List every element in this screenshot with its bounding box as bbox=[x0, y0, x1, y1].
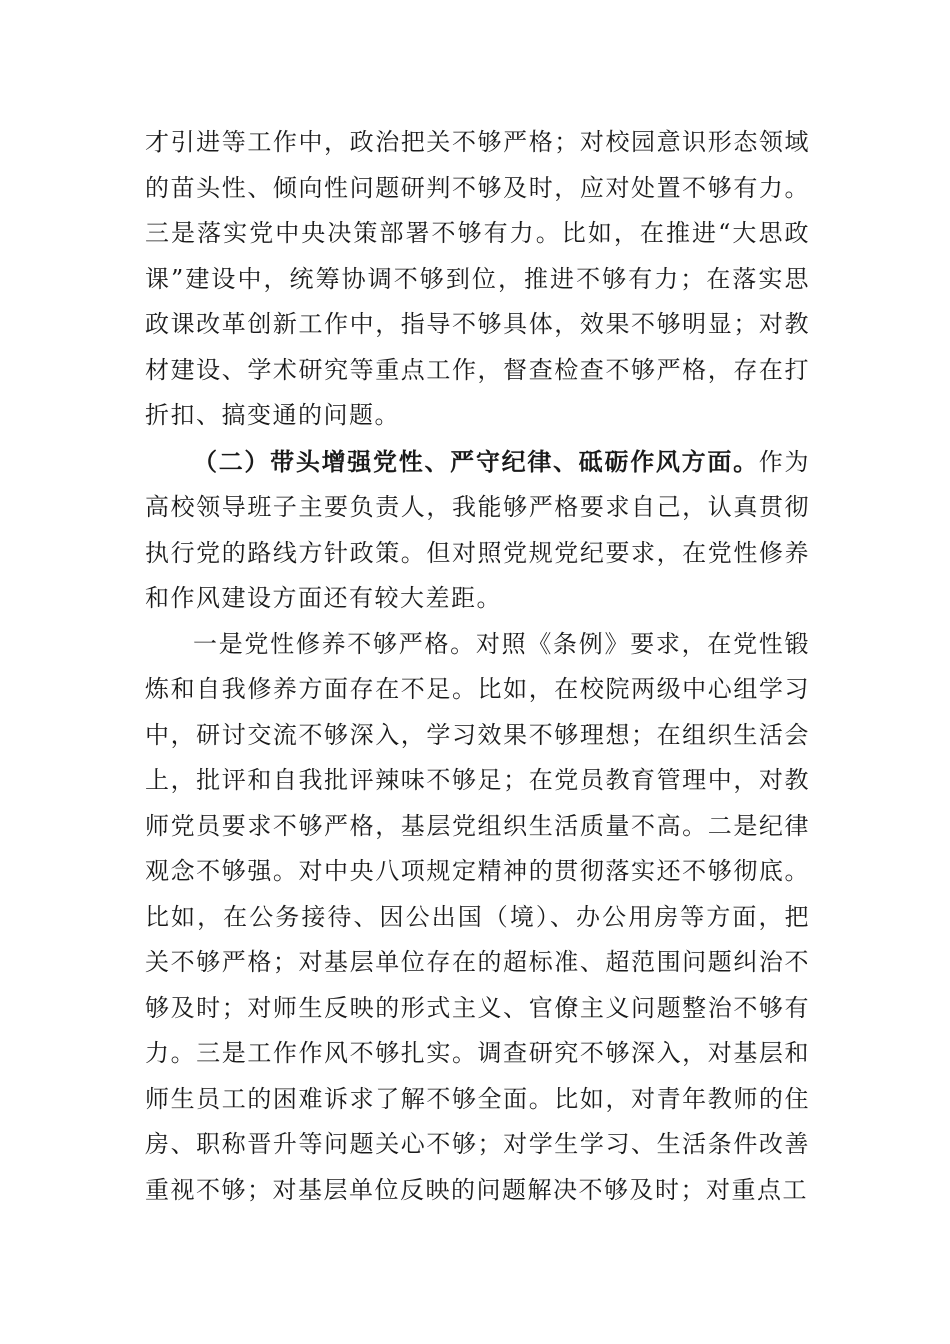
paragraph-text: 才引进等工作中，政治把关不够严格；对校园意识形态领域的苗头性、倾向性问题研判不够及时，应对处置不够有力。三是落实党中央决策部署不够有力。比如，在推进“大思政课”建设中，统筹协调不够到位，推进不够有力；在落实思政课改革创新工作中，指导不够具体，效果不够明显；对教材建设、学术研究等重点工作，督查检查不够严格，存在打折扣、搞变通的问题。 bbox=[145, 128, 810, 429]
paragraph-section-two bbox=[145, 439, 810, 622]
paragraph-text: 一是党性修养不够严格。对照《条例》要求，在党性锻炼和自我修养方面存在不足。比如，在校院两级中心组学习中，研讨交流不够深入，学习效果不够理想；在组织生活会上，批评和自我批评辣味不够足；在党员教育管理中，对教师党员要求不够严格，基层党组织生活质量不高。二是纪律观念不够强。对中央八项规定精神的贯彻落实还不够彻底。比如，在公务接待、因公出国（境）、办公用房等方面，把关不够严格；对基层单位存在的超标准、超范围问题纠治不够及时；对师生反映的形式主义、官僚主义问题整治不够有力。三是工作作风不够扎实。调查研究不够深入，对基层和师生员工的困难诉求了解不够全面。比如，对青年教师的住房、职称晋升等问题关心不够；对学生学习、生活条件改善重视不够；对基层单位反映的问题解决不够及时；对重点工 bbox=[145, 629, 810, 1204]
paragraph-continuation bbox=[145, 120, 810, 439]
paragraph-text: 作为高校领导班子主要负责人，我能够严格要求自己，认真贯彻执行党的路线方针政策。但对照党规党纪要求，在党性修养和作风建设方面还有较大差距。 bbox=[145, 447, 810, 612]
section-heading: （二）带头增强党性、严守纪律、砥砺作风方面。 bbox=[193, 446, 759, 476]
paragraph-details bbox=[145, 622, 810, 1214]
document-body bbox=[145, 120, 810, 1213]
